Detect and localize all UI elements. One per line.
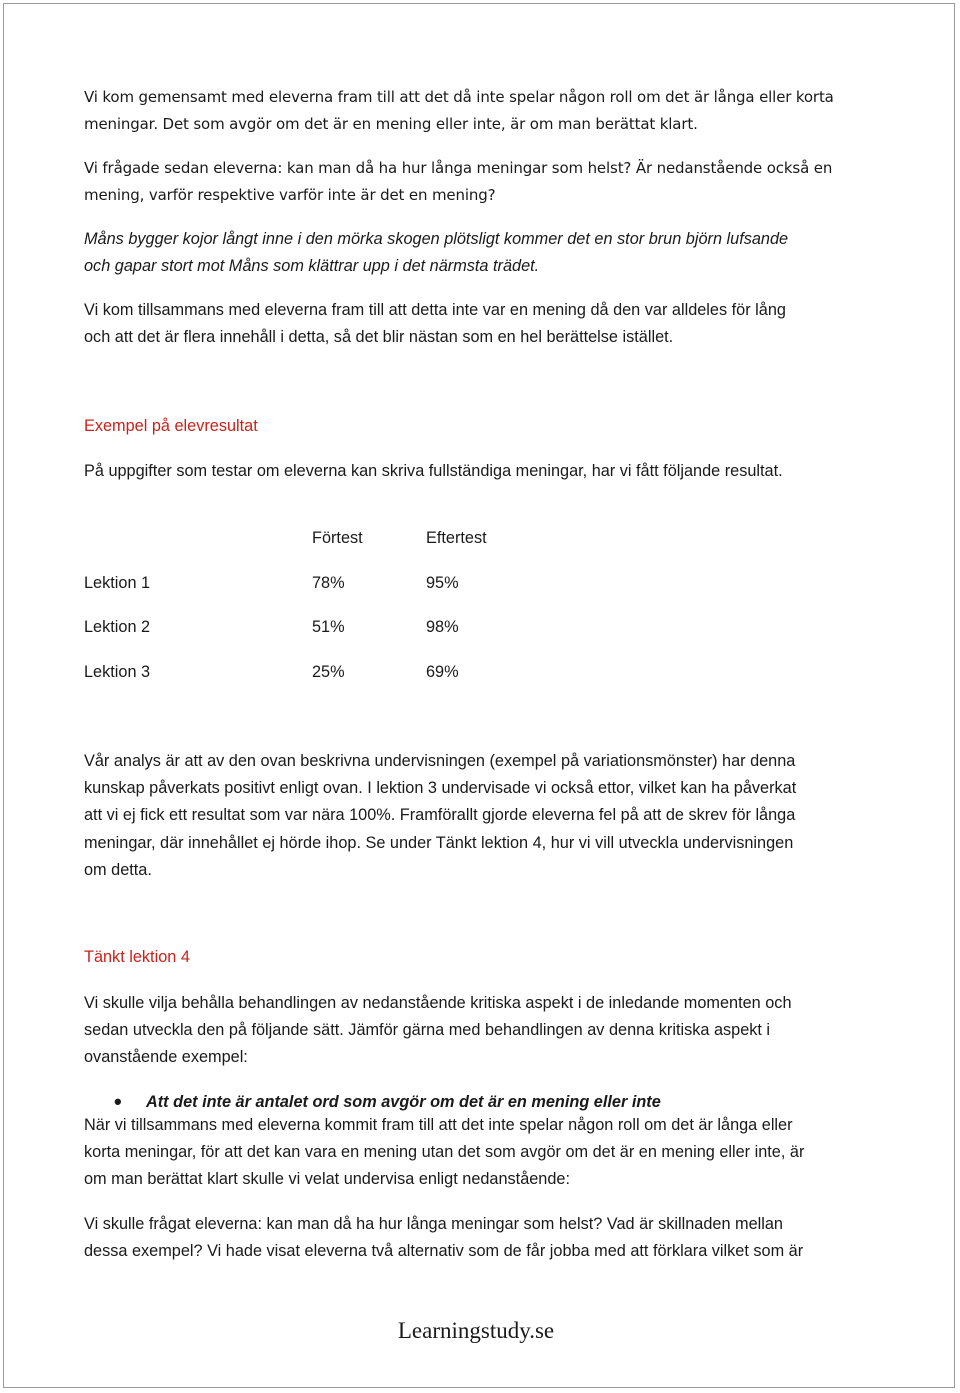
table-cell: 51%	[312, 618, 345, 636]
lesson4-paragraph-2	[84, 1112, 884, 1194]
table-cell: 95%	[426, 574, 459, 592]
question-line-2: mening, varför respektive varför inte är det en mening?	[84, 186, 496, 205]
question-line-1: Vi frågade sedan eleverna: kan man då ha hur långa meningar som helst? Är nedanstående också en	[84, 159, 833, 177]
conclusion-paragraph	[84, 297, 884, 351]
table-cell: Lektion 3	[84, 663, 151, 681]
analysis-paragraph	[84, 748, 884, 884]
lesson4-paragraph-3	[84, 1211, 884, 1265]
table-cell: Lektion 2	[84, 618, 151, 636]
results-intro-line: På uppgifter som testar om eleverna kan skriva fullständiga meningar, har vi fått följande resultat.	[84, 462, 783, 480]
results-table	[84, 529, 884, 699]
example-line-2: och gapar stort mot Måns som klättrar upp i det närmsta trädet.	[84, 257, 540, 276]
bullet-icon: •	[114, 1089, 122, 1114]
question-paragraph	[84, 155, 884, 209]
lesson4-p1-line-1: Vi skulle vilja behålla behandlingen av nedanstående kritiska aspekt i de inledande momenten och	[84, 994, 792, 1012]
table-cell: 78%	[312, 574, 345, 592]
intro-line-1: Vi kom gemensamt med eleverna fram till att det då inte spelar någon roll om det är långa eller korta	[84, 88, 834, 106]
lesson4-paragraph-1	[84, 990, 884, 1072]
analysis-line-5: om detta.	[84, 860, 152, 879]
example-line-1: Måns bygger kojor långt inne i den mörka skogen plötsligt kommer det en stor brun björn lufsande	[84, 230, 789, 248]
results-intro	[84, 458, 884, 485]
table-header-cell: Eftertest	[426, 529, 487, 547]
analysis-line-4: meningar, där innehållet ej hörde ihop. Se under Tänkt lektion 4, hur vi vill utveckla undervisningen	[84, 833, 794, 852]
intro-line-2: meningar. Det som avgör om det är en mening eller inte, är om man berättat klart.	[84, 115, 698, 134]
conclusion-line-1: Vi kom tillsammans med eleverna fram till att detta inte var en mening då den var alldeles för lång	[84, 301, 786, 319]
lesson4-p3-line-2: dessa exempel? Vi hade visat eleverna två alternativ som de får jobba med att förklara vilket som är	[84, 1242, 804, 1261]
analysis-line-3: att vi ej fick ett resultat som var nära 100%. Framförallt gjorde eleverna fel på att de skrev för långa	[84, 806, 796, 825]
intro-paragraph	[84, 84, 884, 138]
results-heading: Exempel på elevresultat	[84, 417, 258, 435]
lesson4-p1-line-3: ovanstående exempel:	[84, 1048, 248, 1067]
lesson4-p2-line-2: korta meningar, för att det kan vara en mening utan det som avgör om det är en mening eller inte, är	[84, 1143, 805, 1162]
lesson4-p3-line-1: Vi skulle frågat eleverna: kan man då ha hur långa meningar som helst? Vad är skillnaden mellan	[84, 1215, 783, 1233]
lesson4-heading: Tänkt lektion 4	[84, 948, 190, 966]
conclusion-line-2: och att det är flera innehåll i detta, så det blir nästan som en hel berättelse istället.	[84, 328, 674, 347]
table-header-cell: Förtest	[312, 529, 363, 547]
lesson4-p1-line-2: sedan utveckla den på följande sätt. Jämför gärna med behandlingen av denna kritiska aspekt i	[84, 1021, 771, 1040]
lesson4-p2-line-3: om man berättat klart skulle vi velat undervisa enligt nedanstående:	[84, 1170, 570, 1189]
bullet-text: Att det inte är antalet ord som avgör om det är en mening eller inte	[146, 1093, 661, 1111]
analysis-line-2: kunskap påverkats positivt enligt ovan. I lektion 3 undervisade vi också ettor, vilket kan ha påverkat	[84, 779, 797, 798]
table-cell: Lektion 1	[84, 574, 151, 592]
table-cell: 69%	[426, 663, 459, 681]
analysis-line-1: Vår analys är att av den ovan beskrivna undervisningen (exempel på variationsmönster) har denna	[84, 752, 796, 770]
table-cell: 98%	[426, 618, 459, 636]
example-sentence	[84, 226, 884, 280]
table-cell: 25%	[312, 663, 345, 681]
lesson4-p2-line-1: När vi tillsammans med eleverna kommit fram till att det inte spelar någon roll om det är långa eller	[84, 1116, 793, 1134]
footer-brand: Learningstudy.se	[397, 1318, 555, 1343]
